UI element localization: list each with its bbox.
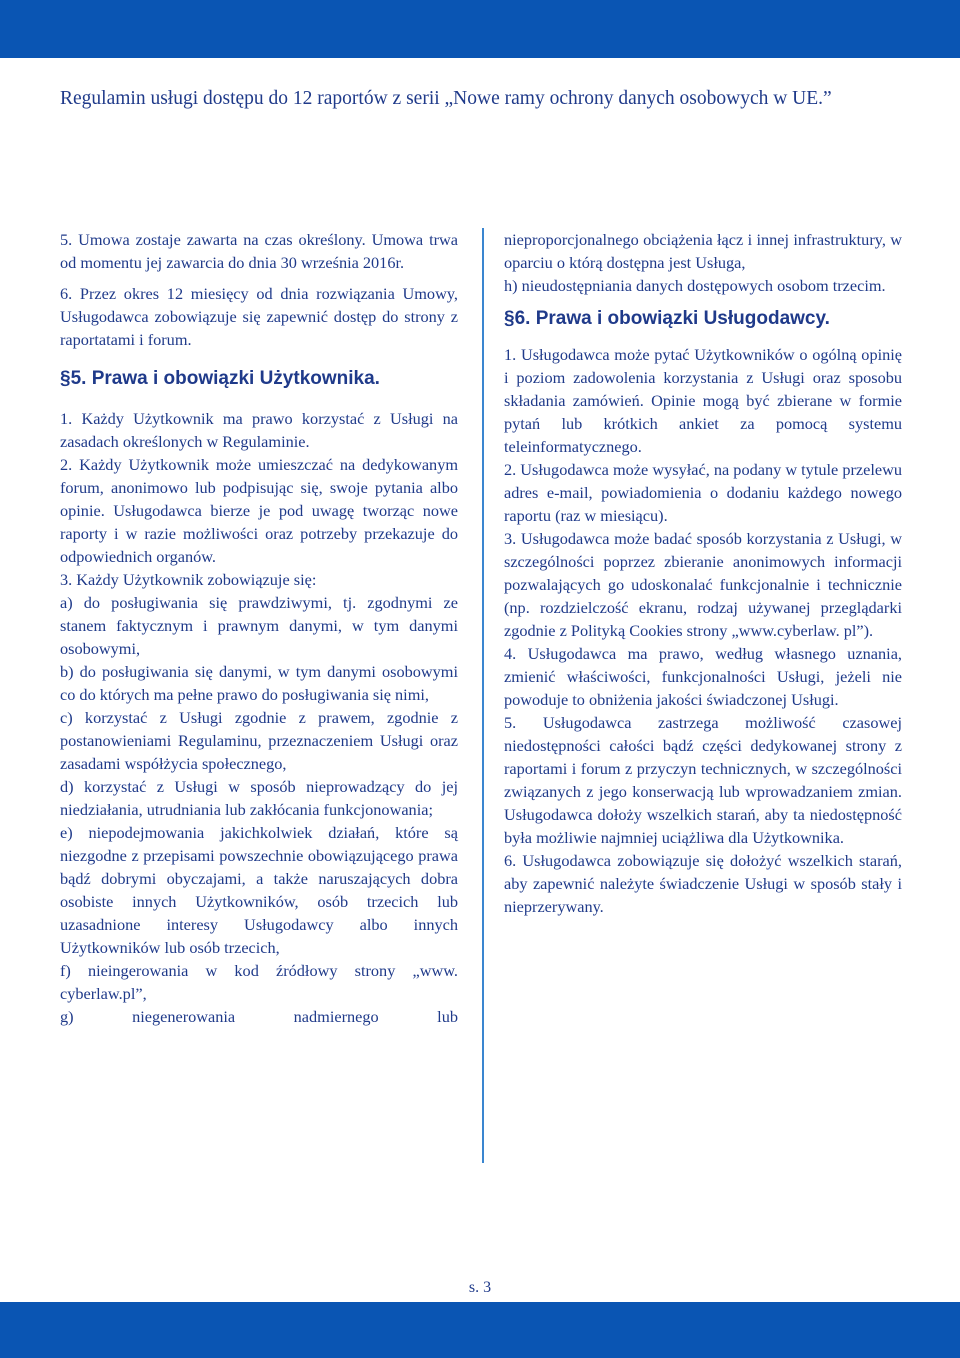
section-5-item-3a: a) do posługiwania się prawdziwymi, tj. zgodnymi ze stanem faktycznym i prawnym danymi, w tym danymi osobowymi, [60, 593, 458, 658]
section-5-item-3g-continued: nieproporcjonalnego obciążenia łącz i innej infrastruktury, w oparciu o którą dostępna jest Usługa, [504, 230, 902, 272]
page-number: s. 3 [468, 1279, 492, 1296]
section-5-item-3d: d) korzystać z Usługi w sposób nieprowadzący do jej niedziałania, utrudniania lub zakłócania funkcjonowania; [60, 777, 458, 819]
top-color-bar [0, 0, 960, 58]
section-5-heading: §5. Prawa i obowiązki Użytkownika. [60, 368, 380, 389]
section-6-item-5: 5. Usługodawca zastrzega możliwość czasowej niedostępności całości bądź części dedykowanej strony z raportami i forum z przyczyn technicznych, w szczególności związanych z jego konserwacją lub wprowadzaniem zmian. Usługodawca dołoży wszelkich starań, aby ta niedostępność była możliwie najmniej uciążliwa dla Użytkownika. [504, 713, 902, 847]
page-header-title: Regulamin usługi dostępu do 12 raportów z serii „Nowe ramy ochrony danych osobowych w UE.” [60, 88, 832, 109]
section-5-item-3b: b) do posługiwania się danymi, w tym danymi osobowymi co do których ma pełne prawo do posługiwania się nimi, [60, 662, 458, 704]
section-5-item-3h: h) nieudostępniania danych dostępowych osobom trzecim. [504, 276, 886, 295]
bottom-color-bar [0, 1302, 960, 1358]
section-6-item-3: 3. Usługodawca może badać sposób korzystania z Usługi, w szczególności poprzez zbieranie anonimowych informacji pozwalających go udoskonalać funkcjonalnie i technicznie (np. rozdzielczość ekranu, rodzaj używanej przeglądarki zgodnie z Polityką Cookies strony „www.cyberlaw. pl”). [504, 529, 902, 640]
section-5-item-3g: g) niegenerowania nadmiernego lub [60, 1007, 458, 1026]
section-5-item-3e: e) niepodejmowania jakichkolwiek działań, które są niezgodne z przepisami powszechnie obowiązującego prawa bądź dobrymi obyczajami, a także naruszających dobra osobiste innych Użytkowników, osób trzecich lub uzasadnione interesy Usługodawcy albo innych Użytkowników lub osób trzecich, [60, 823, 458, 957]
section-6-item-6: 6. Usługodawca zobowiązuje się dołożyć wszelkich starań, aby zapewnić należyte świadczenie Usługi w sposób stały i nieprzerywany. [504, 851, 902, 916]
section-6-item-2: 2. Usługodawca może wysyłać, na podany w tytule przelewu adres e-mail, powiadomienia o dodaniu każdego nowego raportu (raz w miesiącu). [504, 460, 902, 525]
section-5-item-1: 1. Każdy Użytkownik ma prawo korzystać z Usługi na zasadach określonych w Regulaminie. [60, 409, 458, 451]
right-column [504, 228, 902, 918]
column-divider [482, 228, 484, 1163]
section-5-item-3c: c) korzystać z Usługi zgodnie z prawem, zgodnie z postanowieniami Regulaminu, przeznaczeniem Usługi oraz zasadami współżycia społecznego, [60, 708, 458, 773]
paragraph-6: 6. Przez okres 12 miesięcy od dnia rozwiązania Umowy, Usługodawca zobowiązuje się zapewnić dostęp do strony z raportatami i forum. [60, 284, 458, 349]
paragraph-5: 5. Umowa zostaje zawarta na czas określony. Umowa trwa od momentu jej zawarcia do dnia 30 września 2016r. [60, 230, 458, 272]
left-column [60, 228, 458, 1028]
section-5-item-2: 2. Każdy Użytkownik może umieszczać na dedykowanym forum, anonimowo lub podpisując się, swoje pytania albo opinie. Usługodawca bierze je pod uwagę tworząc nowe raporty i w razie możliwości oraz potrzeby przekazuje do odpowiednich organów. [60, 455, 458, 566]
section-5-item-3f: f) nieingerowania w kod źródłowy strony „www. cyberlaw.pl”, [60, 961, 458, 1003]
section-6-item-1: 1. Usługodawca może pytać Użytkowników o ogólną opinię i poziom zadowolenia korzystania z Usługi oraz sposobu składania zamówień. Opinie mogą być zbierane w formie pytań lub krótkich ankiet za pomocą systemu teleinformatycznego. [504, 345, 902, 456]
section-6-heading: §6. Prawa i obowiązki Usługodawcy. [504, 308, 830, 329]
section-6-item-4: 4. Usługodawca ma prawo, według własnego uznania, zmienić właściwości, funkcjonalności Usługi, jeżeli nie powoduje to obniżenia jakości świadczonej Usługi. [504, 644, 902, 709]
section-5-item-3: 3. Każdy Użytkownik zobowiązuje się: [60, 570, 317, 589]
